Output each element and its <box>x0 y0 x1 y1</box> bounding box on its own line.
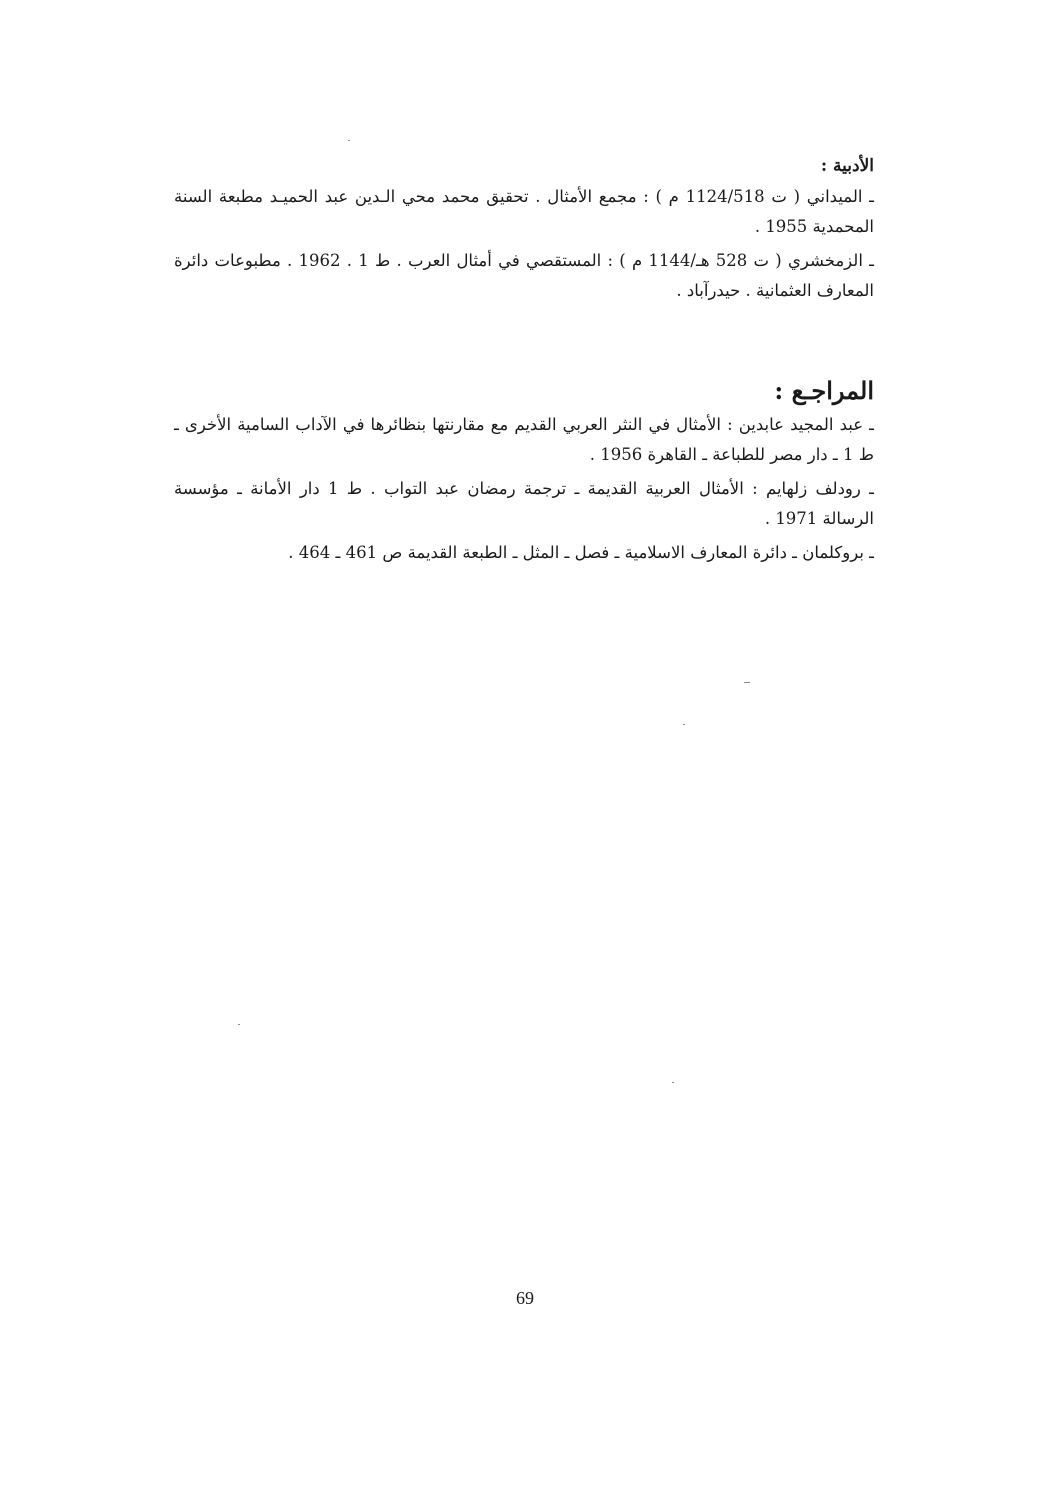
scan-speck <box>744 682 750 683</box>
source-entry-maydani: ـ الميداني ( ت 1124/518 م ) : مجمع الأمثال . تحقيق محمد محي الـدين عبد الحميـد مطبعة السنة المحمدية 1955 . <box>174 187 874 236</box>
sources-heading: الأدبية : <box>820 156 874 176</box>
references-section <box>174 372 874 568</box>
sources-section <box>174 150 874 306</box>
scan-speck <box>348 140 350 141</box>
references-heading: المراجـع : <box>774 376 874 405</box>
page-number: 69 <box>516 1288 534 1308</box>
scan-speck <box>238 1024 240 1025</box>
reference-entry-sellheim: ـ رودلف زلهايم : الأمثال العربية القديمة ـ ترجمة رمضان عبد التواب . ط 1 دار الأمانة ـ مؤسسة الرسالة 1971 . <box>174 479 875 528</box>
scan-speck <box>672 1082 674 1083</box>
scan-speck <box>683 724 685 725</box>
reference-entry-abidin: ـ عبد المجيد عابدين : الأمثال في النثر العربي القديم مع مقارنتها بنظائرها في الآداب السامية الأخرى ـ ط 1 ـ دار مصر للطباعة ـ القاهرة 1956 . <box>174 415 874 464</box>
source-entry-zamakhshari: ـ الزمخشري ( ت 528 هـ/1144 م ) : المستقصي في أمثال العرب . ط 1 . 1962 . مطبوعات دائرة المعارف العثمانية . حيدرآباد . <box>174 251 874 300</box>
reference-entry-brockelmann: ـ بروكلمان ـ دائرة المعارف الاسلامية ـ فصل ـ المثل ـ الطبعة القديمة ص 461 ـ 464 . <box>288 543 874 562</box>
